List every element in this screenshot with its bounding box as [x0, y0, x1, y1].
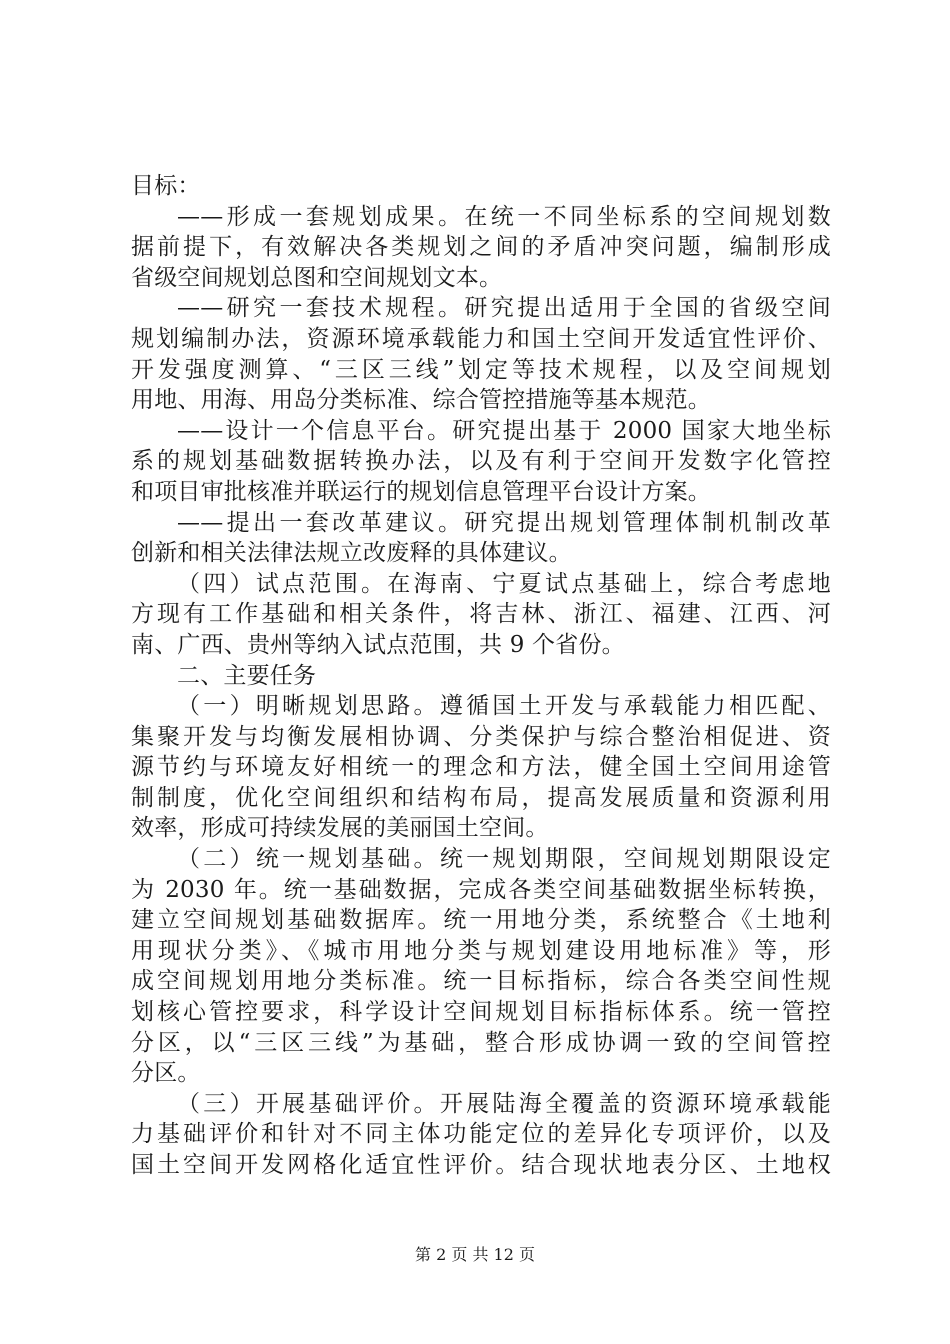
text-line: 为 2030 年。统一基础数据，完成各类空间基础数据坐标转换， [131, 876, 831, 903]
text-line: 分区。 [131, 1060, 201, 1087]
text-line: 制制度，优化空间组织和结构布局，提高发展质量和资源利用 [131, 784, 831, 811]
text-line: （一）明晰规划思路。遵循国土开发与承载能力相匹配、 [177, 693, 831, 720]
text-line: 方现有工作基础和相关条件，将吉林、浙江、福建、江西、河 [131, 601, 831, 628]
text-line: 用地、用海、用岛分类标准、综合管控措施等基本规范。 [131, 387, 711, 414]
text-line: 省级空间规划总图和空间规划文本。 [131, 264, 503, 291]
text-line: （四）试点范围。在海南、宁夏试点基础上，综合考虑地 [177, 570, 831, 597]
text-line: 建立空间规划基础数据库。统一用地分类，系统整合《土地利 [131, 907, 831, 934]
text-line: 集聚开发与均衡发展相协调、分类保护与综合整治相促进、资 [131, 723, 831, 750]
document-body [131, 171, 831, 1181]
text-line: 和项目审批核准并联运行的规划信息管理平台设计方案。 [131, 478, 711, 505]
text-line: 二、主要任务 [177, 662, 317, 689]
text-line: ——形成一套规划成果。在统一不同坐标系的空间规划数 [177, 203, 831, 230]
text-line: 创新和相关法律法规立改废释的具体建议。 [131, 540, 572, 567]
text-line: 划核心管控要求，科学设计空间规划目标指标体系。统一管控 [131, 999, 831, 1026]
text-line: 规划编制办法，资源环境承载能力和国土空间开发适宜性评价、 [131, 325, 831, 352]
text-line: 分区，以“三区三线”为基础，整合形成协调一致的空间管控 [131, 1029, 831, 1056]
text-line: 国土空间开发网格化适宜性评价。结合现状地表分区、土地权 [131, 1152, 831, 1178]
text-line: （二）统一规划基础。统一规划期限，空间规划期限设定 [177, 846, 831, 873]
text-line: （三）开展基础评价。开展陆海全覆盖的资源环境承载能 [177, 1090, 831, 1117]
text-line: 系的规划基础数据转换办法，以及有利于空间开发数字化管控 [131, 448, 831, 475]
text-line: 目标： [131, 173, 201, 199]
text-line: 效率，形成可持续发展的美丽国土空间。 [131, 815, 549, 842]
text-line: ——提出一套改革建议。研究提出规划管理体制机制改革 [177, 509, 831, 536]
page-footer: 第 2 页 共 12 页 [415, 1245, 535, 1264]
text-line: 源节约与环境友好相统一的理念和方法，健全国土空间用途管 [131, 754, 831, 781]
text-line: 成空间规划用地分类标准。统一目标指标，综合各类空间性规 [131, 968, 831, 995]
text-line: 开发强度测算、“三区三线”划定等技术规程，以及空间规划 [131, 356, 831, 383]
text-line: 用现状分类》、《城市用地分类与规划建设用地标准》等，形 [131, 937, 831, 964]
text-line: 力基础评价和针对不同主体功能定位的差异化专项评价，以及 [131, 1121, 831, 1148]
text-line: ——研究一套技术规程。研究提出适用于全国的省级空间 [177, 295, 831, 322]
text-line: 据前提下，有效解决各类规划之间的矛盾冲突问题，编制形成 [131, 234, 831, 261]
text-line: 南、广西、贵州等纳入试点范围，共 9 个省份。 [131, 631, 625, 658]
text-line: ——设计一个信息平台。研究提出基于 2000 国家大地坐标 [177, 417, 831, 444]
